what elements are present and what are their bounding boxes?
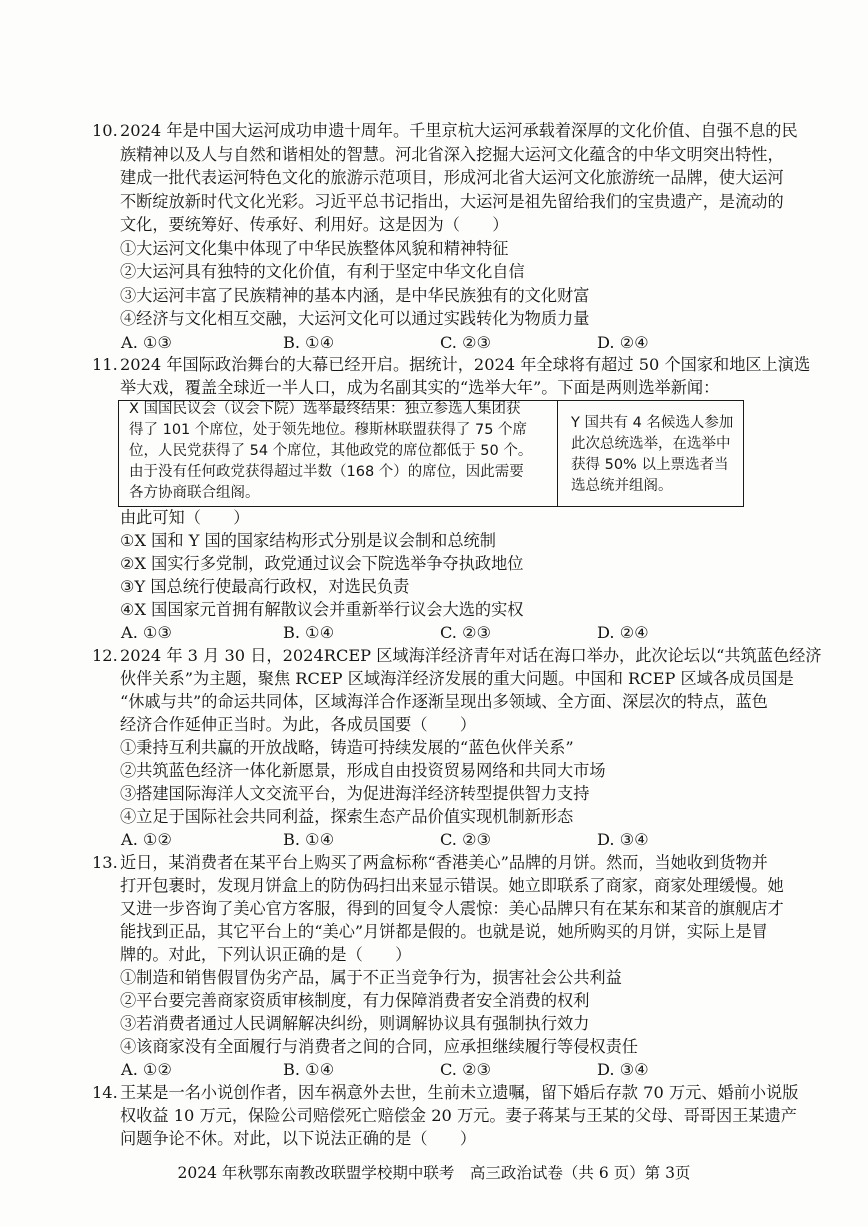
news-line: 位，人民党获得了 54 个席位，其他政党的席位都低于 50 个。 xyxy=(129,443,533,459)
statement-item: ④立足于国际社会共同利益，探索生态产品价值实现机制新形态 xyxy=(120,807,574,826)
statement-item: ③若消费者通过人民调解解决纠纷，则调解协议具有强制执行效力 xyxy=(120,1014,590,1033)
answer-option-d: D. ②④ xyxy=(597,623,649,642)
news-line: 各方协商联合组阁。 xyxy=(129,485,260,501)
question-stem-line: 文化，要统筹好、传承好、利用好。这是因为（ ） xyxy=(120,215,509,234)
statement-item: ②X 国实行多党制，政党通过议会下院选举争夺执政地位 xyxy=(120,554,524,573)
statement-item: ①X 国和 Y 国的国家结构形式分别是议会制和总统制 xyxy=(120,531,496,550)
news-y-country xyxy=(571,413,733,497)
news-line: 得了 101 个席位，处于领先地位。穆斯林联盟获得了 75 个席 xyxy=(129,422,528,438)
question-stem-line: 由此可知（ ） xyxy=(120,508,250,527)
question-number: 13. xyxy=(92,853,118,872)
question-stem-line: 王某是一名小说创作者，因车祸意外去世，生前未立遗嘱，留下婚后存款 70 万元、婚前小说版 xyxy=(120,1083,799,1102)
answer-option-a: A. ①② xyxy=(121,830,173,849)
question-stem-line: 2024 年是中国大运河成功申遗十周年。千里京杭大运河承载着深厚的文化价值、自强不息的民 xyxy=(120,121,798,140)
statement-item: ③Y 国总统行使最高行政权，对选民负责 xyxy=(120,577,410,596)
news-line: 选总统并组阁。 xyxy=(571,478,673,494)
statement-item: ②共筑蓝色经济一体化新愿景，形成自由投资贸易网络和共同大市场 xyxy=(120,761,606,780)
question-number: 11. xyxy=(92,355,118,374)
statement-item: ③搭建国际海洋人文交流平台，为促进海洋经济转型提供智力支持 xyxy=(120,784,590,803)
news-line: X 国国民议会（议会下院）选举最终结果：独立参选人集团获 xyxy=(129,401,521,417)
question-stem-line: 打开包裹时，发现月饼盒上的防伪码扫出来显示错误。她立即联系了商家，商家处理缓慢。她 xyxy=(120,876,784,895)
statement-item: ④经济与文化相互交融，大运河文化可以通过实践转化为物质力量 xyxy=(120,309,590,328)
statement-item: ①大运河文化集中体现了中华民族整体风貌和精神特征 xyxy=(120,239,509,258)
question-stem-line: 不断绽放新时代文化光彩。习近平总书记指出，大运河是祖先留给我们的宝贵遗产，是流动的 xyxy=(120,192,784,211)
news-line: 由于没有任何政党获得超过半数（168 个）的席位，因此需要 xyxy=(129,464,524,480)
statement-item: ①秉持互利共赢的开放战略，铸造可持续发展的“蓝色伙伴关系” xyxy=(120,738,574,757)
statement-item: ②平台要完善商家资质审核制度，有力保障消费者安全消费的权利 xyxy=(120,991,590,1010)
question-stem-line: “休戚与共”的命运共同体，区域海洋合作逐渐呈现出多领域、全方面、深层次的特点，蓝色 xyxy=(120,692,768,711)
question-stem-line: 权收益 10 万元，保险公司赔偿死亡赔偿金 20 万元。妻子蒋某与王某的父母、哥哥因王某遗产 xyxy=(120,1106,797,1125)
answer-option-b: B. ①④ xyxy=(283,1060,335,1079)
question-stem-line: 2024 年 3 月 30 日，2024RCEP 区域海洋经济青年对话在海口举办，此次论坛以“共筑蓝色经济 xyxy=(120,646,822,665)
question-stem-line: 近日，某消费者在某平台上购买了两盒标称“香港美心”品牌的月饼。然而，当她收到货物并 xyxy=(120,853,768,872)
answer-option-b: B. ①④ xyxy=(283,333,335,352)
answer-option-b: B. ①④ xyxy=(283,830,335,849)
question-stem-line: 经济合作延伸正当时。为此，各成员国要（ ） xyxy=(120,715,477,734)
page-footer: 2024 年秋鄂东南教改联盟学校期中联考 高三政治试卷（共 6 页）第 3页 xyxy=(177,1164,691,1182)
answer-option-c: C. ②③ xyxy=(440,830,492,849)
question-stem-line: 又进一步咨询了美心官方客服，得到的回复令人震惊：美心品牌只有在某东和某音的旗舰店才 xyxy=(120,899,784,918)
statement-item: ④X 国国家元首拥有解散议会并重新举行议会大选的实权 xyxy=(120,600,524,619)
question-stem-line: 伙伴关系”为主题，聚焦 RCEP 区域海洋经济发展的重大问题。中国和 RCEP 区域各成员国是 xyxy=(120,669,794,688)
box-divider xyxy=(557,401,558,506)
question-stem-line: 2024 年国际政治舞台的大幕已经开启。据统计，2024 年全球将有超过 50 个国家和地区上演选 xyxy=(120,355,811,374)
answer-option-d: D. ③④ xyxy=(597,1060,649,1079)
question-stem-line: 牌的。对此，下列认识正确的是（ ） xyxy=(120,945,412,964)
statement-item: ④该商家没有全面履行与消费者之间的合同，应承担继续履行等侵权责任 xyxy=(120,1037,638,1056)
answer-option-c: C. ②③ xyxy=(440,623,492,642)
answer-option-d: D. ②④ xyxy=(597,333,649,352)
news-line: Y 国共有 4 名候选人参加 xyxy=(571,415,734,431)
question-stem-line: 族精神以及人与自然和谐相处的智慧。河北省深入挖掘大运河文化蕴含的中华文明突出特性， xyxy=(120,145,784,164)
question-stem-line: 能找到正品，其它平台上的“美心”月饼都是假的。也就是说，她所购买的月饼，实际上是冒 xyxy=(120,922,768,941)
answer-option-a: A. ①③ xyxy=(121,333,173,352)
news-x-country xyxy=(129,399,532,504)
answer-option-b: B. ①④ xyxy=(283,623,335,642)
question-stem-line: 问题争论不休。对此，以下说法正确的是（ ） xyxy=(120,1129,477,1148)
news-line: 此次总统选举，在选举中 xyxy=(571,436,731,452)
statement-item: ②大运河具有独特的文化价值，有利于坚定中华文化自信 xyxy=(120,262,525,281)
question-number: 12. xyxy=(92,646,118,665)
question-stem-line: 建成一批代表运河特色文化的旅游示范项目，形成河北省大运河文化旅游统一品牌，使大运河 xyxy=(120,168,784,187)
answer-option-a: A. ①③ xyxy=(121,623,173,642)
question-number: 10. xyxy=(92,121,118,140)
statement-item: ③大运河丰富了民族精神的基本内涵，是中华民族独有的文化财富 xyxy=(120,286,590,305)
news-line: 获得 50% 以上票选者当 xyxy=(571,457,729,473)
answer-option-a: A. ①② xyxy=(121,1060,173,1079)
news-box xyxy=(118,400,744,507)
answer-option-c: C. ②③ xyxy=(440,333,492,352)
answer-option-c: C. ②③ xyxy=(440,1060,492,1079)
question-number: 14. xyxy=(92,1083,118,1102)
answer-option-d: D. ③④ xyxy=(597,830,649,849)
statement-item: ①制造和销售假冒伪劣产品，属于不正当竞争行为，损害社会公共利益 xyxy=(120,968,622,987)
question-stem-line: 举大戏，覆盖全球近一半人口，成为名副其实的“选举大年”。下面是两则选举新闻： xyxy=(120,378,720,397)
